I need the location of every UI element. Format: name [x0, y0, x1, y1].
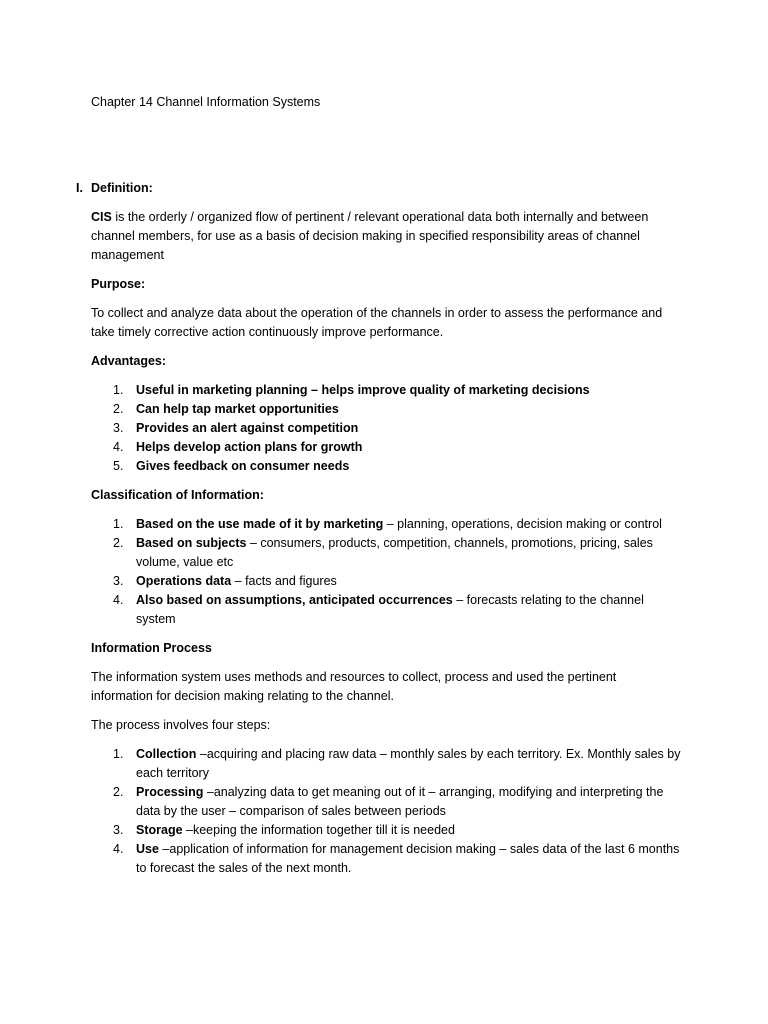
- list-item: [91, 515, 681, 534]
- list-number: 1.: [113, 747, 124, 761]
- list-item: [91, 840, 681, 878]
- list-item-text: – planning, operations, decision making or control: [383, 517, 662, 531]
- purpose-paragraph: To collect and analyze data about the operation of the channels in order to assess the performance and take timely corrective action continuously improve performance.: [91, 306, 663, 339]
- list-item: [91, 783, 681, 821]
- section-heading-text: Definition:: [91, 181, 153, 195]
- list-item: [91, 591, 681, 629]
- list-number: 3.: [113, 421, 124, 435]
- classification-heading: Classification of Information:: [91, 488, 264, 502]
- list-item: [91, 457, 681, 476]
- list-number: 5.: [113, 459, 124, 473]
- list-item-text: Helps develop action plans for growth: [136, 440, 363, 454]
- purpose-heading: Purpose:: [91, 277, 146, 291]
- list-item-term: Based on subjects: [136, 536, 247, 550]
- list-item: [91, 572, 681, 591]
- list-item-text: Can help tap market opportunities: [136, 402, 339, 416]
- document-body: [76, 179, 681, 888]
- list-item-text: Provides an alert against competition: [136, 421, 359, 435]
- list-item-text: –acquiring and placing raw data – monthly sales by each territory. Ex. Monthly sales by each territory: [136, 747, 681, 780]
- list-number: 2.: [113, 785, 124, 799]
- list-item-term: Also based on assumptions, anticipated occurrences: [136, 593, 453, 607]
- list-number: 2.: [113, 536, 124, 550]
- list-number: 3.: [113, 823, 124, 837]
- list-item-term: Use: [136, 842, 159, 856]
- list-item-text: –application of information for management decision making – sales data of the last 6 months to forecast the sales of the next month.: [136, 842, 680, 875]
- classification-list: [91, 515, 681, 629]
- list-item: [91, 381, 681, 400]
- list-item: [91, 419, 681, 438]
- list-item-term: Based on the use made of it by marketing: [136, 517, 384, 531]
- process-intro: The process involves four steps:: [91, 718, 271, 732]
- process-heading: Information Process: [91, 641, 212, 655]
- list-item: [91, 438, 681, 457]
- list-item-text: – consumers, products, competition, channels, promotions, pricing, sales volume, value etc: [136, 536, 653, 569]
- definition-text: is the orderly / organized flow of pertinent / relevant operational data both internally and between channel members, for use as a basis of decision making in specified responsibility areas of channel management: [91, 210, 649, 262]
- chapter-title: Chapter 14 Channel Information Systems: [91, 95, 321, 109]
- definition-paragraph: [91, 208, 681, 265]
- section-numeral: I.: [76, 181, 83, 195]
- list-number: 1.: [113, 517, 124, 531]
- advantages-heading: Advantages:: [91, 354, 167, 368]
- list-number: 1.: [113, 383, 124, 397]
- process-paragraph: The information system uses methods and resources to collect, process and used the pertinent information for decision making relating to the channel.: [91, 670, 617, 703]
- list-number: 4.: [113, 593, 124, 607]
- list-item-text: – forecasts relating to the channel system: [136, 593, 644, 626]
- list-item-term: Collection: [136, 747, 197, 761]
- advantages-list: [91, 381, 681, 476]
- list-item-term: Operations data: [136, 574, 232, 588]
- list-item-text: –keeping the information together till it is needed: [182, 823, 455, 837]
- list-item-text: Useful in marketing planning – helps improve quality of marketing decisions: [136, 383, 590, 397]
- list-item-term: Processing: [136, 785, 204, 799]
- list-item-text: – facts and figures: [231, 574, 337, 588]
- list-item-text: –analyzing data to get meaning out of it – arranging, modifying and interpreting the data by the user – comparison of sales between periods: [136, 785, 664, 818]
- list-number: 4.: [113, 440, 124, 454]
- list-item: [91, 400, 681, 419]
- list-item: [91, 534, 681, 572]
- section-heading-definition: [76, 179, 681, 198]
- list-item-term: Storage: [136, 823, 183, 837]
- list-number: 4.: [113, 842, 124, 856]
- list-item: [91, 745, 681, 783]
- definition-term: CIS: [91, 210, 112, 224]
- list-number: 3.: [113, 574, 124, 588]
- list-item-text: Gives feedback on consumer needs: [136, 459, 350, 473]
- process-steps-list: [91, 745, 681, 878]
- list-number: 2.: [113, 402, 124, 416]
- list-item: [91, 821, 681, 840]
